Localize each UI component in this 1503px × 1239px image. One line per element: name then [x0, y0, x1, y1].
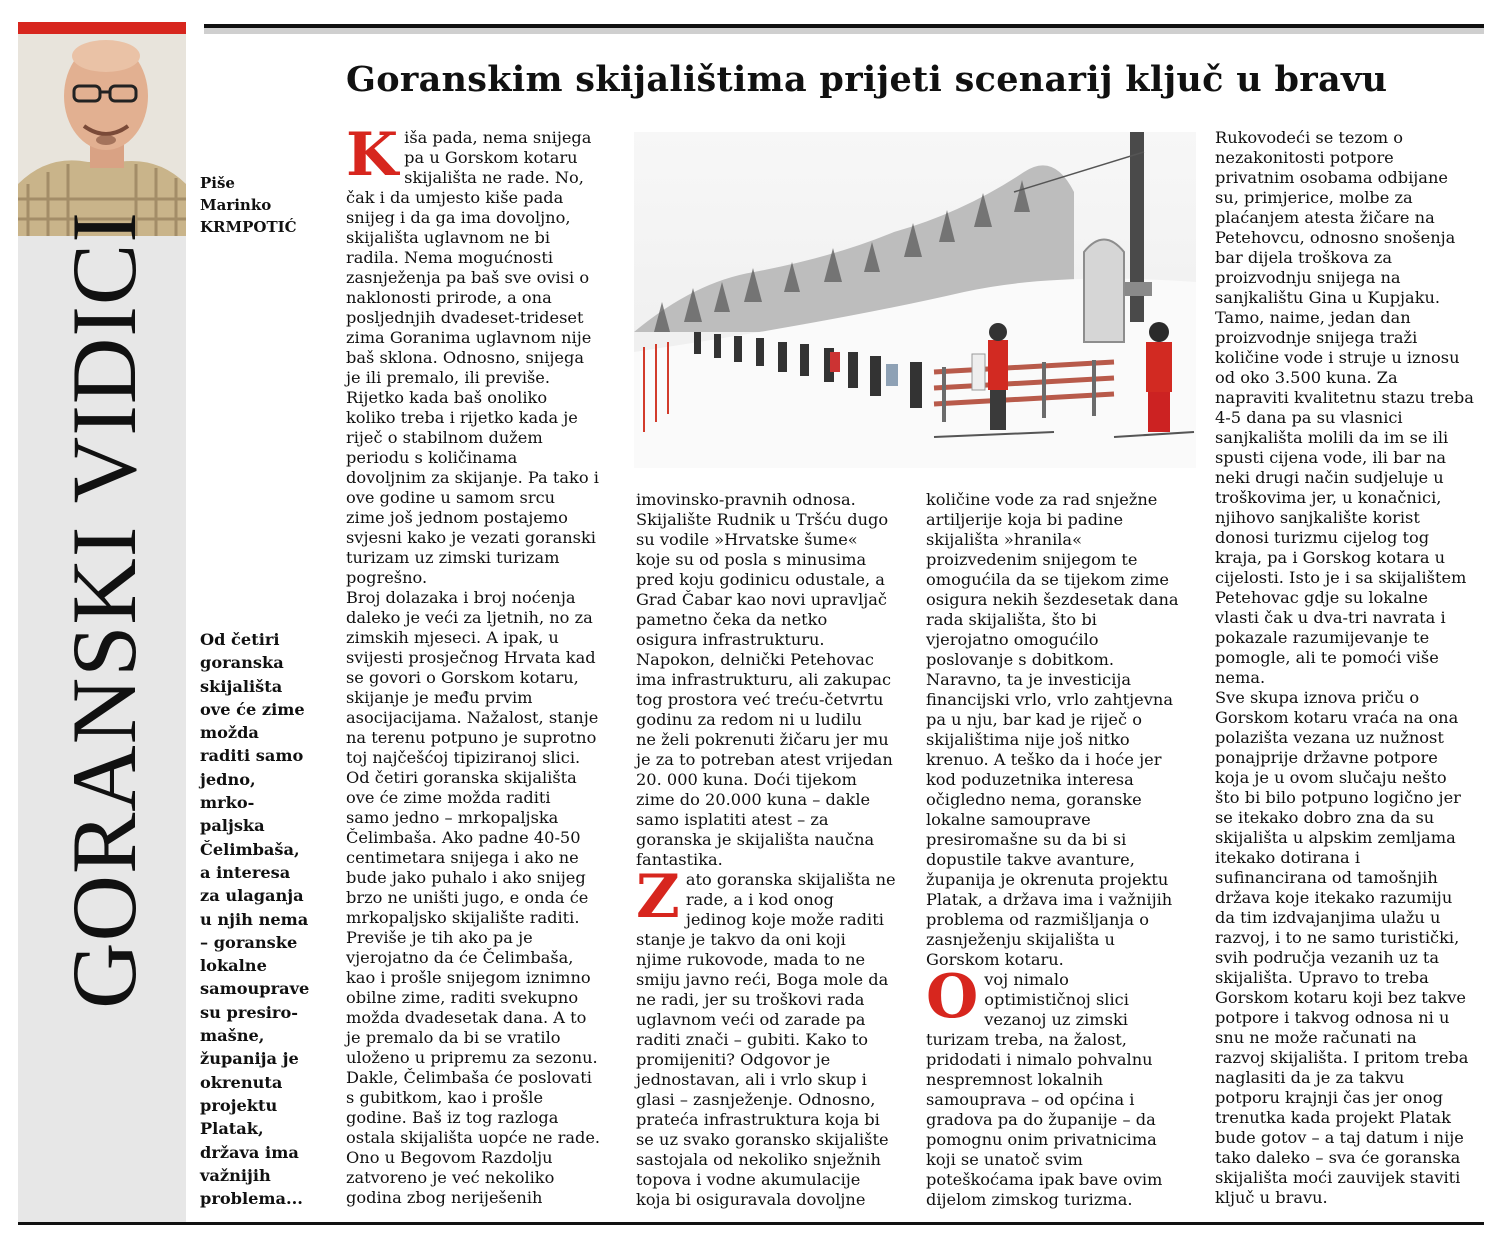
text-line: osigura nekih šezdesetak dana [926, 590, 1179, 609]
text-line: bar dijela troškova za [1215, 248, 1392, 267]
text-line: su vodile »Hrvatske šume« [636, 530, 858, 549]
pull-quote-line: projektu [200, 1095, 278, 1115]
text-line: nespremnost lokalnih [926, 1070, 1104, 1089]
text-line: naklonosti prirode, a ona [346, 288, 552, 307]
pull-quote-line: mašne, [200, 1026, 265, 1046]
text-line: Naravno, ta je investicija [926, 670, 1132, 689]
text-line: njime rukovode, mada to ne [636, 950, 866, 969]
text-line: obilne zime, raditi svekupno [346, 988, 579, 1007]
text-line: Gorskom kotaru. [926, 950, 1064, 969]
text-line: bude gotov – a taj datum i nije [1215, 1128, 1464, 1147]
text-line: Rijetko kada baš onoliko [346, 388, 548, 407]
text-line: gradova pa do županije – da [926, 1110, 1156, 1129]
text-line: zasnježenja pa baš sve ovisi o [346, 268, 590, 287]
text-line: nema. [1215, 668, 1266, 687]
text-line: snijeg i da ga ima dovoljno, [346, 208, 571, 227]
pull-quote-line: jedno, [200, 769, 256, 789]
pull-quote-line: za ulaganja [200, 886, 304, 906]
article-column-3 [926, 490, 1201, 1210]
text-line: svih područja vezanih uz ta [1215, 948, 1440, 967]
text-line: optimističnoj slici [984, 990, 1129, 1009]
text-line: županija je okrenuta projektu [926, 870, 1169, 889]
text-line: koje su od posla s minusima [636, 550, 867, 569]
text-line: toj najčešćoj tipiziranoj slici. [346, 748, 581, 767]
text-line: Previše je tih ako pa je [346, 928, 533, 947]
text-line: rade, a i kod onog [685, 890, 834, 909]
text-line: fantastika. [636, 850, 723, 869]
text-line: uloženo u pripremu za sezonu. [346, 1048, 598, 1067]
text-line: pa u Gorskom kotaru [404, 148, 578, 167]
text-line: samouprava – od općina i [926, 1090, 1135, 1109]
ski-lift-queue-photo [634, 132, 1196, 468]
text-line: skijanje je među prvim [346, 688, 533, 707]
text-line: imovinsko-pravnih odnosa. [636, 490, 856, 509]
header-gray-band [204, 28, 1484, 34]
text-line: zima Goranima uglavnom nije [346, 328, 592, 347]
text-line: Gorskom kotaru koji bez takve [1215, 988, 1466, 1007]
text-line: zime još jednom postajemo [346, 508, 568, 527]
text-line: donosi turizmu cijelog tog [1215, 528, 1430, 547]
text-line: ponajprije državne potpore [1215, 748, 1438, 767]
pull-quote-line: Platak, [200, 1119, 264, 1139]
text-line: su, primjerice, molbe za [1215, 188, 1413, 207]
text-line: troškovima jer, u konačnici, [1215, 488, 1442, 507]
article-column-2 [636, 490, 911, 1210]
dropcap-paragraph [636, 862, 911, 932]
pull-quote-line: mrko- [200, 793, 255, 813]
dropcap-paragraph [926, 962, 1201, 1032]
text-line: napraviti kvalitetnu stazu treba [1215, 388, 1474, 407]
text-line: uglavnom veći od zarade pa [636, 1010, 866, 1029]
text-line: radila. Nema mogućnosti [346, 248, 554, 267]
text-line: skijališta uglavnom ne bi [346, 228, 551, 247]
text-line: pred koju godinicu odustale, a [636, 570, 885, 589]
text-line: presiromašne su da bi si [926, 830, 1127, 849]
text-line: financijski vrlo, vrlo zahtjevna [926, 690, 1173, 709]
pull-quote-line: Od četiri [200, 630, 280, 649]
text-line: kraja, pa i Gorskog kotara u [1215, 548, 1446, 567]
drop-cap: O [926, 962, 979, 1032]
pull-quote-line: skijališta [200, 676, 283, 696]
text-line: riječ o stabilnom dužem [346, 428, 543, 447]
text-line: trenutka kada projekt Platak [1215, 1108, 1451, 1127]
text-line: Rukovodeći se tezom o [1215, 128, 1404, 147]
text-line: kao i prošle snijegom iznimno [346, 968, 591, 987]
pull-quote-line: ove će zime [200, 699, 305, 719]
text-line: Dakle, Čelimbaša će poslovati [346, 1068, 592, 1087]
text-line: Petehovcu, odnosno snošenja [1215, 228, 1456, 247]
text-line: zime do 20.000 kuna – dakle [636, 790, 871, 809]
footer-rule [18, 1222, 1484, 1225]
pull-quote [200, 628, 326, 1210]
text-line: ove će zime možda raditi [346, 788, 551, 807]
pull-quote-line: u njih nema [200, 909, 309, 929]
pull-quote-line: su presiro- [200, 1002, 298, 1022]
section-accent-bar [18, 22, 186, 34]
text-line: lokalne samouprave [926, 810, 1091, 829]
text-line: posljednjih dvadeset-trideset [346, 308, 584, 327]
text-line: skijališta u alpskim zemljama [1215, 828, 1456, 847]
text-line: skijalištima nije još nitko [926, 730, 1130, 749]
text-line: samo jedno – mrkopaljska [346, 808, 559, 827]
text-line: Napokon, delnički Petehovac [636, 650, 874, 669]
text-line: sufinancirana od tamošnjih [1215, 868, 1438, 887]
article-column-1 [346, 120, 621, 1208]
article-headline: Goranskim skijalištima prijeti scenarij ključ u bravu [346, 59, 1388, 100]
author-portrait [18, 34, 186, 236]
text-line: artiljerije koja bi padine [926, 510, 1124, 529]
text-line: proizvodnje snijega traži [1215, 328, 1418, 347]
text-line: turizam treba, na žalost, [926, 1030, 1127, 1049]
text-line: Ono u Begovom Razdolju [346, 1148, 553, 1167]
byline-first-name: Marinko [200, 196, 272, 214]
text-line: mrkopaljsko skijalište raditi. [346, 908, 580, 927]
text-line: očigledno nema, goranske [926, 790, 1142, 809]
text-line: skijališta »hranila« [926, 530, 1082, 549]
text-line: Gorskom kotaru vraća na ona [1215, 708, 1459, 727]
text-line: količine vode i struje u iznosu [1215, 348, 1460, 367]
text-line: potporu krajnji čas jer onog [1215, 1088, 1443, 1107]
text-line: centimetara snijega i ako ne [346, 848, 579, 867]
text-line: ove godine u samom srcu [346, 488, 556, 507]
drop-cap: Z [636, 862, 680, 932]
text-line: cijelosti. Isto je i sa skijalištem [1215, 568, 1467, 587]
text-line: problema od razmišljanja o [926, 910, 1149, 929]
text-line: brzo ne uništi jugo, e onda će [346, 888, 589, 907]
text-line: kod poduzetnika interesa [926, 770, 1134, 789]
text-line: je ili premalo, ili previše. [346, 368, 551, 387]
pull-quote-line: važnijih [200, 1165, 271, 1185]
text-line: Platak, a država ima i važnijih [926, 890, 1173, 909]
text-line: poteškoćama ipak bave ovim [926, 1170, 1163, 1189]
text-line: ima infrastrukturu, ali zakupac [636, 670, 892, 689]
text-line: skijališta moći zauvijek staviti [1215, 1168, 1461, 1187]
text-line: stanje je takvo da oni koji [636, 930, 846, 949]
text-line: godina zbog neriješenih [346, 1188, 543, 1207]
text-line: proizvodnju snijega na [1215, 268, 1401, 287]
pull-quote-line: – goranske [200, 932, 298, 952]
pull-quote-line: okrenuta [200, 1072, 283, 1092]
text-line: snu ne može računati na [1215, 1028, 1417, 1047]
text-line: daleko je veći za ljetnih, no za [346, 608, 593, 627]
pull-quote-line: goranska [200, 653, 284, 673]
text-line: potpore i takvog odnosa ni u [1215, 1008, 1450, 1027]
pull-quote-line: možda [200, 723, 259, 743]
text-line: pomogle, ali te pomoći više [1215, 648, 1439, 667]
text-line: turizam uz zimski turizam [346, 548, 560, 567]
text-line: iša pada, nema snijega [404, 128, 592, 147]
text-line: svijesti prosječnog Hrvata kad [346, 648, 596, 667]
text-line: 20. 000 kuna. Doći tijekom [636, 770, 857, 789]
pull-quote-line: lokalne [200, 956, 267, 976]
text-line: goranska je skijališta naučna [636, 830, 875, 849]
text-line: vjerojatno omogućilo [926, 630, 1099, 649]
text-line: da tim izdvajanjima ulažu u [1215, 908, 1441, 927]
text-line: vlasti čak u dva-tri navrata i [1215, 608, 1446, 627]
text-line: količine vode za rad snježne [926, 490, 1158, 509]
pull-quote-line: županija je [200, 1049, 299, 1069]
text-line: što bi bilo potpuno logično jer [1215, 788, 1461, 807]
text-line: itekako dotirana i [1215, 848, 1360, 867]
text-line: država koje itekako razumiju [1215, 888, 1453, 907]
text-line: pa u nju, bar kad je riječ o [926, 710, 1142, 729]
text-line: tako daleko – sva će goranska [1215, 1148, 1461, 1167]
text-line: Skijalište Rudnik u Tršću dugo [636, 510, 889, 529]
text-line: rada skijališta, što bi [926, 610, 1097, 629]
text-line: nezakonitosti potpore [1215, 148, 1394, 167]
text-line: voj nimalo [984, 970, 1069, 989]
text-line: koji se unatoč svim [926, 1150, 1083, 1169]
text-line: na terenu potpuno je suprotno [346, 728, 597, 747]
text-line: naglasiti da je za takvu [1215, 1068, 1405, 1087]
text-line: raditi znači – gubiti. Kako to [636, 1030, 868, 1049]
text-line: godinu za redom ni u ludilu [636, 710, 862, 729]
text-line: Čelimbaša. Ako padne 40-50 [346, 828, 581, 847]
pull-quote-line: a interesa [200, 862, 291, 882]
text-line: omogućila da se tijekom zime [926, 570, 1170, 589]
text-line: ključ u bravu. [1215, 1188, 1328, 1207]
text-line: ne radi, jer su troškovi rada [636, 990, 865, 1009]
text-line: se itekako dobro zna da su [1215, 808, 1435, 827]
drop-cap: K [346, 120, 399, 190]
text-line: periodu s količinama [346, 448, 518, 467]
text-line: razvoj, i to ne samo turistički, [1215, 928, 1460, 947]
text-line: možda dvadesetak dana. A to [346, 1008, 587, 1027]
text-line: zimskih mjeseci. A ipak, u [346, 628, 559, 647]
text-line: svjesni kako je vezati goranski [346, 528, 596, 547]
text-line: ostala skijališta uopće ne rade. [346, 1128, 601, 1147]
text-line: njihovo sanjkalište korist [1215, 508, 1420, 527]
text-line: Grad Čabar kao novi upravljač [636, 590, 887, 609]
text-line: dijelom zimskog turizma. [926, 1190, 1133, 1209]
byline-last-name: KRMPOTIĆ [200, 218, 297, 236]
text-line: sanjkalištu Gina u Kupjaku. [1215, 288, 1441, 307]
text-line: zasnježenju skijališta u [926, 930, 1115, 949]
text-line: promijeniti? Odgovor je [636, 1050, 831, 1069]
dropcap-paragraph [346, 120, 621, 190]
text-line: Sve skupa iznova priču o [1215, 688, 1420, 707]
text-line: privatnim osobama odbijane [1215, 168, 1448, 187]
section-rubric: GORANSKI VIDICI [53, 211, 155, 1009]
text-line: smiju javno reći, Boga mole da [636, 970, 889, 989]
text-line: razvoj skijališta. I pritom treba [1215, 1048, 1469, 1067]
text-line: se govori o Gorskom kotaru, [346, 668, 579, 687]
text-line: čak i da umjesto kiše pada [346, 188, 564, 207]
text-line: pogrešno. [346, 568, 428, 587]
text-line: 4-5 dana pa su vlasnici [1215, 408, 1403, 427]
text-line: osigura infrastrukturu. [636, 630, 825, 649]
text-line: sastojala od nekoliko snježnih [636, 1150, 881, 1169]
text-line: Petehovac gdje su lokalne [1215, 588, 1428, 607]
text-line: vjerojatno da će Čelimbaša, [346, 948, 574, 967]
text-line: koliko treba i rijetko kada je [346, 408, 578, 427]
text-line: spusti cijena vode, ili bar na [1215, 448, 1447, 467]
text-line: skijališta ne rade. No, [404, 168, 584, 187]
text-line: jedinog koje može raditi [685, 910, 884, 929]
text-line: plaćanjem atesta žičare na [1215, 208, 1435, 227]
text-line: Broj dolazaka i broj noćenja [346, 588, 576, 607]
text-line: krenuo. A teško da i hoće jer [926, 750, 1162, 769]
text-line: asocijacijama. Nažalost, stanje [346, 708, 599, 727]
text-line: poslovanje s dobitkom. [926, 650, 1114, 669]
pull-quote-line: problema... [200, 1189, 303, 1209]
text-line: ato goranska skijališta ne [685, 870, 896, 889]
text-line: je premalo da bi se vratilo [346, 1028, 561, 1047]
text-line: zatvoreno je već nekoliko [346, 1168, 555, 1187]
pull-quote-line: raditi samo [200, 746, 304, 766]
text-line: s gubitkom, kao i prošle [346, 1088, 544, 1107]
text-line: sanjkališta molili da im se ili [1215, 428, 1449, 447]
text-line: ne želi pokrenuti žičaru jer mu [636, 730, 889, 749]
text-line: polazišta vezana uz nužnost [1215, 728, 1444, 747]
text-line: bude jako puhalo i ako snijeg [346, 868, 586, 887]
text-line: glasi – zasnježenje. Odnosno, [636, 1090, 876, 1109]
text-line: topova i vodne akumulacije [636, 1170, 861, 1189]
text-line: neki drugi način sudjeluje u [1215, 468, 1444, 487]
text-line: godine. Baš iz tog razloga [346, 1108, 559, 1127]
pull-quote-line: Čelimbaša, [200, 839, 300, 859]
text-line: samo isplatiti atest – za [636, 810, 829, 829]
text-line: pokazale razumijevanje te [1215, 628, 1430, 647]
text-line: proizvedenim snijegom te [926, 550, 1138, 569]
text-line: baš sklona. Odnosno, snijega [346, 348, 584, 367]
text-line: pridodati i nimalo pohvalnu [926, 1050, 1153, 1069]
text-line: tog prostora već treću-četvrtu [636, 690, 884, 709]
text-line: Tamo, naime, jedan dan [1215, 308, 1411, 327]
text-line: pametno čeka da netko [636, 610, 828, 629]
article-column-4 [1215, 128, 1485, 1208]
text-line: prateća infrastruktura koja bi [636, 1110, 880, 1129]
text-line: Od četiri goranska skijališta [346, 768, 577, 787]
text-line: vezanoj uz zimski [984, 1010, 1128, 1029]
pull-quote-line: paljska [200, 816, 265, 836]
pull-quote-line: samouprave [200, 979, 310, 999]
text-line: koja je u ovom slučaju nešto [1215, 768, 1447, 787]
pull-quote-line: država ima [200, 1142, 299, 1162]
text-line: jednostavan, ali i vrlo skup i [636, 1070, 867, 1089]
byline-prefix: Piše [200, 174, 235, 192]
text-line: je za to potreban atest vrijedan [636, 750, 893, 769]
text-line: od oko 3.500 kuna. Za [1215, 368, 1398, 387]
text-line: koja bi osiguravala dovoljne [636, 1190, 866, 1209]
author-byline [200, 172, 320, 238]
text-line: dovoljnim za skijanje. Pa tako i [346, 468, 599, 487]
text-line: pomognu onim privatnicima [926, 1130, 1157, 1149]
text-line: skijališta. Upravo to treba [1215, 968, 1429, 987]
text-line: dopustile takve avanture, [926, 850, 1135, 869]
text-line: se uz svako goransko skijalište [636, 1130, 889, 1149]
